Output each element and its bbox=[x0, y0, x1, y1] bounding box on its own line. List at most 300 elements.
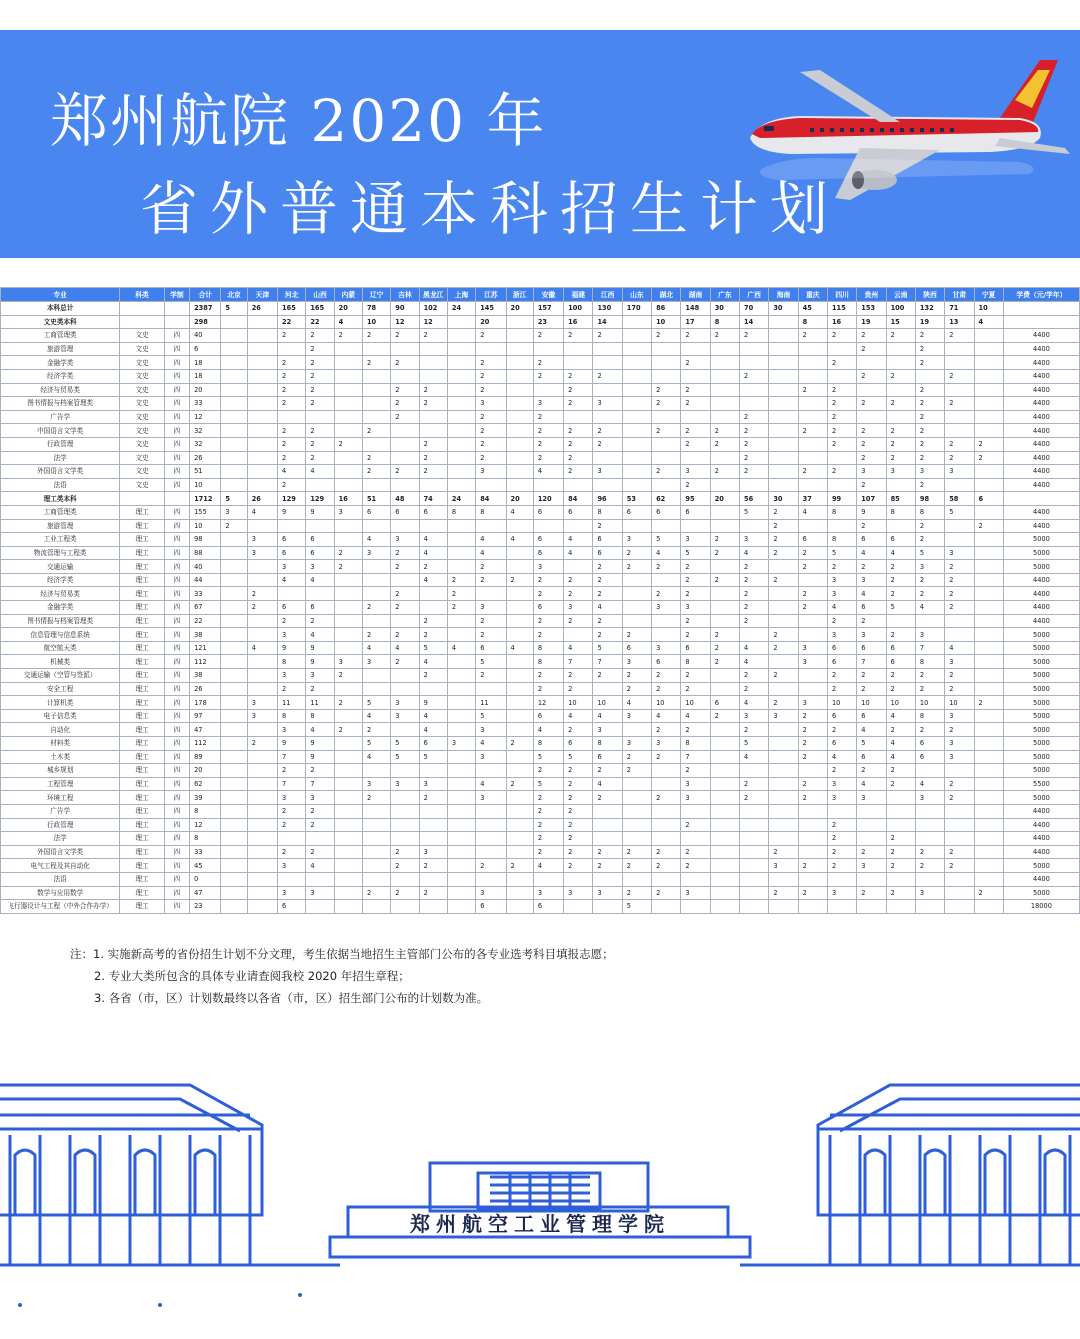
table-cell: 2 bbox=[827, 832, 856, 846]
table-cell bbox=[710, 478, 739, 492]
table-cell: 四 bbox=[164, 614, 189, 628]
table-cell: 2 bbox=[915, 437, 944, 451]
table-cell: 2 bbox=[915, 383, 944, 397]
table-cell: 四 bbox=[164, 342, 189, 356]
table-cell: 2 bbox=[362, 723, 390, 737]
table-cell: 2 bbox=[827, 682, 856, 696]
table-cell: 9 bbox=[306, 655, 334, 669]
table-cell bbox=[710, 560, 739, 574]
table-cell: 四 bbox=[164, 533, 189, 547]
table-cell: 2 bbox=[945, 451, 974, 465]
major-name-cell: 外国语言文学类 bbox=[1, 845, 120, 859]
table-cell bbox=[247, 369, 277, 383]
major-name-cell: 外国语言文学类 bbox=[1, 465, 120, 479]
table-cell: 2 bbox=[391, 546, 419, 560]
table-cell: 4400 bbox=[1003, 424, 1079, 438]
table-cell: 3 bbox=[857, 628, 886, 642]
table-cell bbox=[334, 845, 362, 859]
table-cell: 12 bbox=[190, 818, 221, 832]
table-cell: 2 bbox=[476, 614, 506, 628]
table-cell: 20 bbox=[190, 383, 221, 397]
table-cell: 2 bbox=[974, 437, 1003, 451]
table-cell: 16 bbox=[334, 492, 362, 506]
table-cell: 3 bbox=[798, 696, 827, 710]
table-cell: 5000 bbox=[1003, 546, 1079, 560]
table-cell bbox=[391, 791, 419, 805]
table-cell: 4 bbox=[915, 777, 944, 791]
table-row bbox=[1, 791, 1080, 805]
table-cell: 4400 bbox=[1003, 329, 1079, 343]
table-cell: 文史 bbox=[120, 478, 164, 492]
major-name-cell: 经济学类 bbox=[1, 369, 120, 383]
column-header: 黑龙江 bbox=[419, 288, 447, 302]
table-cell bbox=[447, 356, 475, 370]
table-cell: 20 bbox=[506, 492, 533, 506]
table-cell bbox=[247, 410, 277, 424]
table-cell bbox=[221, 315, 247, 329]
table-cell: 3 bbox=[827, 573, 856, 587]
table-cell: 4 bbox=[622, 696, 651, 710]
table-cell: 2 bbox=[798, 737, 827, 751]
table-cell bbox=[247, 669, 277, 683]
table-cell: 2 bbox=[334, 696, 362, 710]
table-cell: 四 bbox=[164, 750, 189, 764]
column-header: 合计 bbox=[190, 288, 221, 302]
table-cell: 2 bbox=[622, 859, 651, 873]
table-cell: 6 bbox=[533, 533, 563, 547]
table-cell: 2 bbox=[974, 519, 1003, 533]
table-cell bbox=[419, 900, 447, 914]
table-cell bbox=[221, 859, 247, 873]
table-cell: 9 bbox=[419, 696, 447, 710]
table-cell: 6 bbox=[886, 655, 915, 669]
table-cell: 理工 bbox=[120, 818, 164, 832]
table-cell bbox=[886, 791, 915, 805]
table-cell: 四 bbox=[164, 791, 189, 805]
table-cell bbox=[247, 832, 277, 846]
table-cell: 2 bbox=[857, 669, 886, 683]
table-cell: 3 bbox=[476, 397, 506, 411]
table-cell bbox=[419, 410, 447, 424]
table-cell: 3 bbox=[564, 886, 593, 900]
major-name-cell: 旅游管理 bbox=[1, 342, 120, 356]
table-cell: 3 bbox=[362, 655, 390, 669]
table-cell bbox=[798, 614, 827, 628]
table-cell: 8 bbox=[533, 737, 563, 751]
table-cell bbox=[564, 342, 593, 356]
table-cell: 5 bbox=[564, 750, 593, 764]
table-cell: 2 bbox=[419, 669, 447, 683]
table-cell: 2 bbox=[740, 410, 769, 424]
table-cell bbox=[362, 397, 390, 411]
table-cell bbox=[769, 764, 798, 778]
table-cell: 2 bbox=[447, 601, 475, 615]
table-cell: 4 bbox=[476, 546, 506, 560]
table-cell bbox=[247, 451, 277, 465]
table-cell: 2 bbox=[362, 601, 390, 615]
table-cell bbox=[945, 383, 974, 397]
column-header: 湖北 bbox=[652, 288, 681, 302]
table-cell: 2 bbox=[306, 356, 334, 370]
table-cell: 6 bbox=[710, 696, 739, 710]
table-cell bbox=[247, 859, 277, 873]
table-cell bbox=[652, 410, 681, 424]
table-cell: 2 bbox=[740, 573, 769, 587]
table-cell bbox=[362, 560, 390, 574]
table-cell bbox=[419, 342, 447, 356]
table-cell: 2 bbox=[564, 451, 593, 465]
major-name-cell: 行政管理 bbox=[1, 818, 120, 832]
table-cell bbox=[827, 900, 856, 914]
table-cell: 8 bbox=[915, 505, 944, 519]
table-cell: 130 bbox=[593, 302, 622, 316]
table-cell bbox=[740, 764, 769, 778]
table-cell: 30 bbox=[769, 302, 798, 316]
table-cell bbox=[221, 804, 247, 818]
table-cell: 2 bbox=[334, 329, 362, 343]
table-cell: 4 bbox=[740, 696, 769, 710]
table-cell: 2 bbox=[652, 329, 681, 343]
table-cell: 3 bbox=[622, 655, 651, 669]
table-cell bbox=[945, 410, 974, 424]
table-cell: 理工 bbox=[120, 804, 164, 818]
table-cell: 165 bbox=[306, 302, 334, 316]
major-name-cell: 安全工程 bbox=[1, 682, 120, 696]
table-cell bbox=[447, 546, 475, 560]
table-cell bbox=[886, 900, 915, 914]
table-cell bbox=[247, 791, 277, 805]
table-cell bbox=[652, 832, 681, 846]
table-cell bbox=[974, 614, 1003, 628]
table-cell: 2 bbox=[681, 356, 710, 370]
table-cell: 5 bbox=[221, 492, 247, 506]
table-cell: 四 bbox=[164, 546, 189, 560]
table-cell bbox=[974, 342, 1003, 356]
table-cell bbox=[798, 669, 827, 683]
table-cell: 3 bbox=[334, 505, 362, 519]
table-cell bbox=[506, 628, 533, 642]
table-cell bbox=[506, 832, 533, 846]
table-cell bbox=[857, 832, 886, 846]
table-cell bbox=[945, 424, 974, 438]
table-cell: 3 bbox=[306, 886, 334, 900]
table-cell: 2 bbox=[915, 682, 944, 696]
table-cell: 6 bbox=[306, 546, 334, 560]
table-cell bbox=[974, 737, 1003, 751]
table-cell: 3 bbox=[476, 465, 506, 479]
table-cell bbox=[974, 750, 1003, 764]
table-cell bbox=[221, 614, 247, 628]
table-cell: 2 bbox=[362, 791, 390, 805]
table-cell bbox=[447, 859, 475, 873]
table-cell bbox=[710, 410, 739, 424]
table-cell bbox=[622, 601, 651, 615]
table-cell: 3 bbox=[652, 641, 681, 655]
table-cell: 3 bbox=[278, 859, 306, 873]
table-cell bbox=[334, 356, 362, 370]
table-cell bbox=[652, 777, 681, 791]
table-cell bbox=[593, 804, 622, 818]
table-cell: 6 bbox=[974, 492, 1003, 506]
table-cell: 2 bbox=[476, 383, 506, 397]
table-cell bbox=[362, 859, 390, 873]
table-cell: 2 bbox=[857, 845, 886, 859]
table-cell bbox=[593, 478, 622, 492]
table-cell bbox=[362, 832, 390, 846]
table-cell bbox=[798, 369, 827, 383]
table-cell bbox=[652, 451, 681, 465]
table-cell bbox=[710, 505, 739, 519]
table-row bbox=[1, 315, 1080, 329]
table-cell bbox=[652, 764, 681, 778]
table-row bbox=[1, 356, 1080, 370]
table-cell: 38 bbox=[190, 669, 221, 683]
table-cell: 2 bbox=[886, 573, 915, 587]
table-cell: 4400 bbox=[1003, 832, 1079, 846]
table-cell: 2 bbox=[886, 777, 915, 791]
table-cell: 2 bbox=[886, 437, 915, 451]
table-cell bbox=[362, 519, 390, 533]
table-cell: 2 bbox=[564, 845, 593, 859]
table-cell bbox=[564, 872, 593, 886]
table-cell bbox=[278, 587, 306, 601]
table-cell: 6 bbox=[419, 737, 447, 751]
table-cell bbox=[710, 614, 739, 628]
table-cell: 4400 bbox=[1003, 601, 1079, 615]
table-cell bbox=[857, 872, 886, 886]
note-line-3: 3. 各省（市，区）计划数最终以各省（市，区）招生部门公布的计划数为准。 bbox=[94, 991, 489, 1005]
table-cell bbox=[391, 804, 419, 818]
table-cell: 48 bbox=[391, 492, 419, 506]
table-cell: 53 bbox=[622, 492, 651, 506]
table-cell: 3 bbox=[915, 791, 944, 805]
table-cell bbox=[221, 546, 247, 560]
table-cell: 39 bbox=[190, 791, 221, 805]
major-name-cell: 行政管理 bbox=[1, 437, 120, 451]
table-cell bbox=[334, 342, 362, 356]
table-cell: 2 bbox=[652, 723, 681, 737]
table-cell: 6 bbox=[857, 709, 886, 723]
table-cell bbox=[419, 818, 447, 832]
table-cell: 2 bbox=[306, 424, 334, 438]
table-cell: 2 bbox=[306, 329, 334, 343]
table-cell bbox=[334, 641, 362, 655]
table-cell: 文史 bbox=[120, 369, 164, 383]
table-row bbox=[1, 546, 1080, 560]
table-cell bbox=[476, 832, 506, 846]
table-cell: 2 bbox=[915, 519, 944, 533]
table-cell: 9 bbox=[306, 641, 334, 655]
table-cell: 2 bbox=[886, 832, 915, 846]
table-cell: 4400 bbox=[1003, 478, 1079, 492]
table-cell bbox=[769, 369, 798, 383]
table-row bbox=[1, 437, 1080, 451]
table-cell: 3 bbox=[652, 737, 681, 751]
table-cell bbox=[419, 519, 447, 533]
table-cell bbox=[447, 410, 475, 424]
table-cell bbox=[1003, 302, 1079, 316]
table-cell: 2 bbox=[533, 356, 563, 370]
table-cell: 2 bbox=[857, 886, 886, 900]
major-name-cell: 自动化 bbox=[1, 723, 120, 737]
table-cell: 7 bbox=[593, 655, 622, 669]
table-cell: 40 bbox=[190, 560, 221, 574]
table-cell: 2 bbox=[622, 628, 651, 642]
table-cell bbox=[221, 723, 247, 737]
table-cell bbox=[769, 832, 798, 846]
table-cell: 四 bbox=[164, 369, 189, 383]
table-cell: 4 bbox=[798, 505, 827, 519]
table-cell: 2 bbox=[622, 669, 651, 683]
table-cell: 3 bbox=[681, 465, 710, 479]
table-cell: 3 bbox=[247, 533, 277, 547]
table-cell bbox=[447, 804, 475, 818]
table-cell: 9 bbox=[306, 505, 334, 519]
table-cell bbox=[652, 573, 681, 587]
table-cell: 2 bbox=[278, 329, 306, 343]
table-cell bbox=[564, 900, 593, 914]
table-cell: 74 bbox=[419, 492, 447, 506]
table-cell: 2 bbox=[740, 369, 769, 383]
table-cell bbox=[652, 342, 681, 356]
table-cell bbox=[593, 342, 622, 356]
table-cell: 四 bbox=[164, 505, 189, 519]
table-cell: 2 bbox=[334, 560, 362, 574]
table-cell: 4400 bbox=[1003, 505, 1079, 519]
table-cell bbox=[476, 682, 506, 696]
table-cell: 37 bbox=[798, 492, 827, 506]
table-cell: 2 bbox=[798, 329, 827, 343]
table-cell: 6 bbox=[306, 533, 334, 547]
table-cell: 2 bbox=[827, 859, 856, 873]
table-cell: 44 bbox=[190, 573, 221, 587]
major-name-cell: 法语 bbox=[1, 478, 120, 492]
major-name-cell: 电子信息类 bbox=[1, 709, 120, 723]
table-cell: 153 bbox=[857, 302, 886, 316]
table-cell: 3 bbox=[945, 737, 974, 751]
table-cell bbox=[247, 655, 277, 669]
table-cell: 2 bbox=[886, 682, 915, 696]
column-header: 山西 bbox=[306, 288, 334, 302]
table-cell: 3 bbox=[391, 696, 419, 710]
table-cell: 145 bbox=[476, 302, 506, 316]
major-name-cell: 本科总计 bbox=[1, 302, 120, 316]
table-row bbox=[1, 410, 1080, 424]
table-cell bbox=[221, 709, 247, 723]
table-cell bbox=[564, 560, 593, 574]
table-cell: 3 bbox=[476, 750, 506, 764]
table-cell: 170 bbox=[622, 302, 651, 316]
table-cell: 3 bbox=[827, 791, 856, 805]
table-cell bbox=[740, 478, 769, 492]
table-cell: 3 bbox=[622, 533, 651, 547]
table-cell bbox=[740, 886, 769, 900]
table-cell: 4 bbox=[278, 465, 306, 479]
table-cell: 2 bbox=[827, 329, 856, 343]
table-row bbox=[1, 601, 1080, 615]
table-cell bbox=[447, 628, 475, 642]
table-cell bbox=[447, 832, 475, 846]
table-cell bbox=[306, 519, 334, 533]
table-cell: 23 bbox=[190, 900, 221, 914]
table-cell: 16 bbox=[564, 315, 593, 329]
table-cell: 四 bbox=[164, 900, 189, 914]
table-cell: 四 bbox=[164, 669, 189, 683]
table-cell: 3 bbox=[593, 465, 622, 479]
table-cell: 6 bbox=[278, 533, 306, 547]
table-cell: 2 bbox=[915, 424, 944, 438]
table-cell: 3 bbox=[827, 886, 856, 900]
table-cell bbox=[247, 804, 277, 818]
table-cell: 4 bbox=[419, 533, 447, 547]
table-cell: 理工 bbox=[120, 641, 164, 655]
table-cell bbox=[247, 750, 277, 764]
table-cell: 2 bbox=[334, 669, 362, 683]
table-cell: 3 bbox=[533, 886, 563, 900]
table-cell bbox=[1003, 492, 1079, 506]
table-cell bbox=[974, 410, 1003, 424]
table-cell bbox=[769, 329, 798, 343]
table-cell: 10 bbox=[681, 696, 710, 710]
table-cell bbox=[974, 804, 1003, 818]
table-cell: 6 bbox=[915, 737, 944, 751]
table-cell: 理工 bbox=[120, 845, 164, 859]
table-cell bbox=[476, 845, 506, 859]
table-cell bbox=[622, 424, 651, 438]
table-cell: 4 bbox=[564, 641, 593, 655]
table-cell: 2 bbox=[506, 859, 533, 873]
table-cell: 2 bbox=[798, 560, 827, 574]
table-cell: 文史 bbox=[120, 342, 164, 356]
table-cell: 4 bbox=[476, 737, 506, 751]
table-cell bbox=[769, 682, 798, 696]
table-cell bbox=[164, 302, 189, 316]
table-cell bbox=[710, 342, 739, 356]
table-cell bbox=[447, 342, 475, 356]
major-name-cell: 工商管理类 bbox=[1, 329, 120, 343]
table-cell: 2 bbox=[827, 397, 856, 411]
table-cell: 4 bbox=[564, 709, 593, 723]
table-cell: 10 bbox=[362, 315, 390, 329]
table-cell bbox=[334, 519, 362, 533]
table-cell bbox=[974, 628, 1003, 642]
table-cell: 2 bbox=[306, 614, 334, 628]
table-cell: 2 bbox=[362, 465, 390, 479]
table-cell bbox=[247, 397, 277, 411]
table-cell: 4 bbox=[419, 723, 447, 737]
table-cell: 6 bbox=[533, 900, 563, 914]
table-cell: 6 bbox=[886, 533, 915, 547]
table-cell: 4 bbox=[306, 723, 334, 737]
major-name-cell: 经济与贸易类 bbox=[1, 587, 120, 601]
table-cell: 40 bbox=[190, 329, 221, 343]
table-cell: 4 bbox=[915, 601, 944, 615]
table-cell bbox=[391, 669, 419, 683]
table-cell: 四 bbox=[164, 845, 189, 859]
table-cell bbox=[362, 410, 390, 424]
table-cell bbox=[506, 804, 533, 818]
table-cell: 2 bbox=[915, 478, 944, 492]
table-cell: 2 bbox=[476, 669, 506, 683]
table-cell: 3 bbox=[593, 397, 622, 411]
table-row bbox=[1, 505, 1080, 519]
table-cell bbox=[622, 397, 651, 411]
table-cell bbox=[506, 750, 533, 764]
table-cell bbox=[769, 478, 798, 492]
table-cell bbox=[419, 356, 447, 370]
table-cell: 2 bbox=[362, 628, 390, 642]
table-cell bbox=[247, 777, 277, 791]
